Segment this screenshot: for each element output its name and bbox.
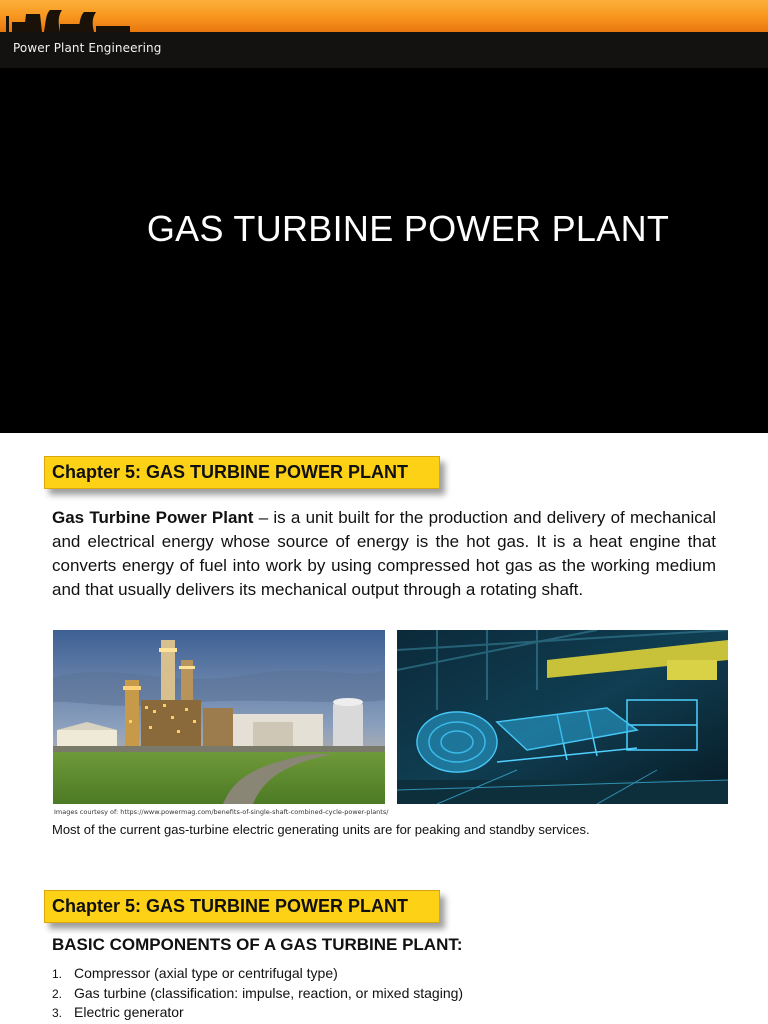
components-list: [52, 964, 463, 1023]
chapter-heading-text-2: Chapter 5: GAS TURBINE POWER PLANT: [52, 896, 409, 916]
components-heading: BASIC COMPONENTS OF A GAS TURBINE PLANT:: [52, 935, 463, 954]
list-item: [52, 964, 463, 984]
turbine-hall-photo: [397, 630, 728, 804]
header-band: [0, 0, 768, 32]
definition-paragraph: [52, 506, 716, 602]
course-label: Power Plant Engineering: [13, 41, 162, 55]
image-caption: Most of the current gas-turbine electric generating units are for peaking and standby services.: [52, 822, 590, 837]
list-item: [52, 984, 463, 1004]
title-slide: [0, 0, 768, 433]
list-item-text: Electric generator: [74, 1004, 184, 1020]
chapter-heading: [44, 456, 440, 489]
definition-term: Gas Turbine Power Plant: [52, 508, 254, 527]
list-item-number: 2.: [52, 986, 63, 1001]
image-credit: Images courtesy of: https://www.powermag.com/benefits-of-single-shaft-combined-cycle-power-plants/: [54, 808, 389, 816]
power-plant-exterior-photo: [53, 630, 385, 804]
chapter-heading-text: Chapter 5: GAS TURBINE POWER PLANT: [52, 462, 409, 482]
power-plant-skyline-icon: [0, 4, 130, 32]
list-item: [52, 1003, 463, 1023]
list-item-number: 1.: [52, 967, 63, 981]
definition-text: – is a unit built for the production and delivery of mechanical and electrical energy whose source of energy is the hot gas. It is a heat engine that converts energy of fuel into work by using compressed hot gas as the working medium and that usually delivers its mechanical output through a rotating shaft.: [52, 508, 716, 599]
list-item-text: Gas turbine (classification: impulse, reaction, or mixed staging): [74, 984, 464, 1001]
chapter-heading-2: [44, 890, 440, 923]
list-item-number: 3.: [52, 1006, 63, 1020]
list-item-text: Compressor (axial type or centrifugal type): [74, 965, 338, 981]
slide-title: GAS TURBINE POWER PLANT: [146, 208, 670, 249]
